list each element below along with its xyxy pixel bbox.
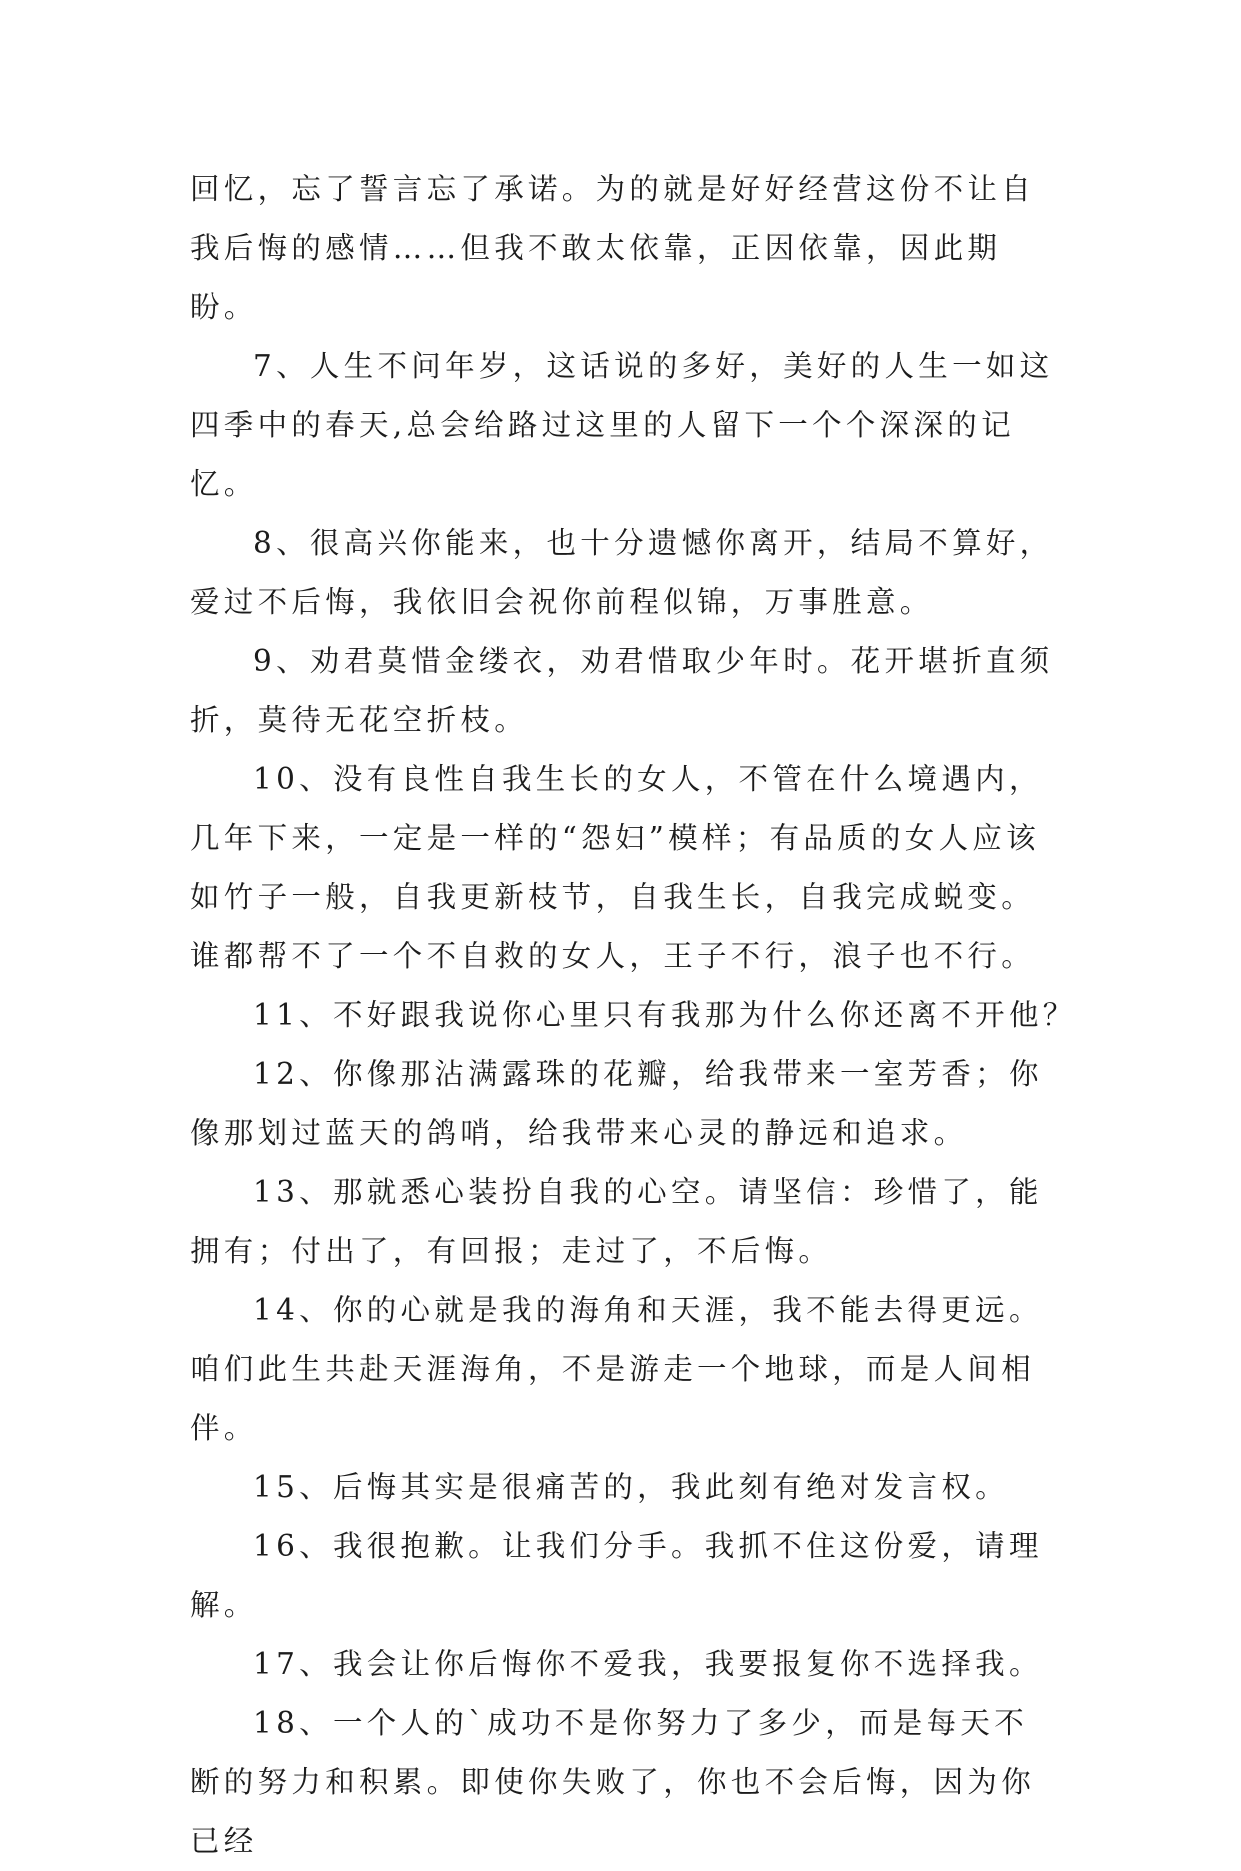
paragraph-item-14: 14、你的心就是我的海角和天涯，我不能去得更远。咱们此生共赴天涯海角，不是游走一个地球，而是人间相伴。 [190, 1293, 1043, 1445]
paragraph-item-15: 15、后悔其实是很痛苦的，我此刻有绝对发言权。 [253, 1470, 1009, 1504]
paragraph-item-8: 8、很高兴你能来，也十分遗憾你离开，结局不算好，爱过不后悔，我依旧会祝你前程似锦，万事胜意。 [190, 526, 1054, 619]
paragraph-item-18: 18、一个人的`成功不是你努力了多少，而是每天不断的努力和积累。即使你失败了，你也不会后悔，因为你已经 [190, 1706, 1036, 1858]
paragraph-item-10: 10、没有良性自我生长的女人，不管在什么境遇内，几年下来，一定是一样的“怨妇”模样；有品质的女人应该如竹子一般，自我更新枝节，自我生长，自我完成蜕变。谁都帮不了一个不自救的女人，王子不行，浪子也不行。 [190, 762, 1043, 973]
paragraph-item-17: 17、我会让你后悔你不爱我，我要报复你不选择我。 [253, 1647, 1043, 1681]
paragraph-item-11: 11、不好跟我说你心里只有我那为什么你还离不开他？ [253, 998, 1077, 1032]
paragraph-item-13: 13、那就悉心装扮自我的心空。请坚信：珍惜了，能拥有；付出了，有回报；走过了，不后悔。 [190, 1175, 1043, 1268]
paragraph-item-9: 9、劝君莫惜金缕衣，劝君惜取少年时。花开堪折直须折，莫待无花空折枝。 [190, 644, 1054, 737]
paragraph-item-12: 12、你像那沾满露珠的花瓣，给我带来一室芳香；你像那划过蓝天的鸽哨，给我带来心灵的静远和追求。 [190, 1057, 1043, 1150]
document-body [190, 160, 1077, 1871]
paragraph-item-7: 7、人生不问年岁，这话说的多好，美好的人生一如这四季中的春天,总会给路过这里的人留下一个个深深的记忆。 [190, 349, 1054, 501]
paragraph-continuation: 回忆，忘了誓言忘了承诺。为的就是好好经营这份不让自我后悔的感情……但我不敢太依靠，正因依靠，因此期盼。 [190, 172, 1036, 324]
paragraph-item-16: 16、我很抱歉。让我们分手。我抓不住这份爱，请理解。 [190, 1529, 1043, 1622]
